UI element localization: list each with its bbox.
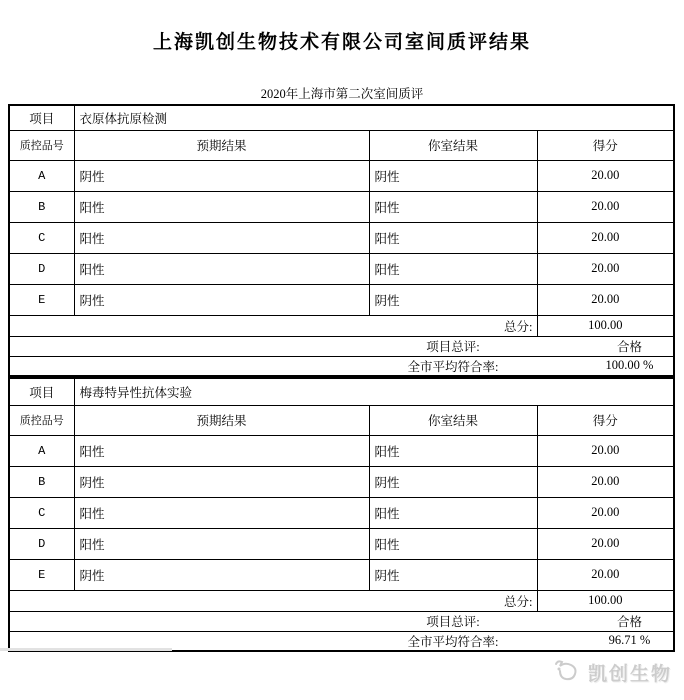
table-row (9, 191, 674, 222)
expected-result: 阳性 (74, 253, 369, 284)
project-row (9, 378, 674, 405)
sample-id: B (9, 191, 74, 222)
city-average-label: 全市平均符合率: (369, 631, 537, 651)
score-value: 20.00 (537, 559, 674, 590)
score-value: 20.00 (537, 435, 674, 466)
your-result: 阴性 (369, 559, 537, 590)
spacer-cell (9, 336, 369, 356)
project-row (9, 105, 674, 130)
total-label: 总分: (9, 315, 537, 336)
expected-result: 阴性 (74, 559, 369, 590)
col-header-your-result: 你室结果 (369, 130, 537, 160)
brand-logo (553, 657, 672, 687)
total-row (9, 590, 674, 611)
your-result: 阴性 (369, 466, 537, 497)
expected-result: 阳性 (74, 528, 369, 559)
table-shadow (0, 648, 172, 651)
expected-result: 阳性 (74, 222, 369, 253)
total-label: 总分: (9, 590, 537, 611)
table-row (9, 559, 674, 590)
col-header-score: 得分 (537, 130, 674, 160)
qc-table-chlamydia (8, 104, 675, 377)
table-row (9, 284, 674, 315)
sample-id: E (9, 284, 74, 315)
project-name: 梅毒特异性抗体实验 (74, 378, 674, 405)
expected-result: 阳性 (74, 435, 369, 466)
your-result: 阳性 (369, 222, 537, 253)
project-label: 项目 (9, 378, 74, 405)
header-row (9, 130, 674, 160)
expected-result: 阴性 (74, 160, 369, 191)
table-row (9, 497, 674, 528)
overall-eval-row (9, 611, 674, 631)
overall-eval-value: 合格 (537, 611, 674, 631)
city-average-value: 100.00 % (537, 356, 674, 376)
city-average-value: 96.71 % (537, 631, 674, 651)
overall-eval-label: 项目总评: (369, 611, 537, 631)
expected-result: 阳性 (74, 191, 369, 222)
col-header-sample: 质控品号 (9, 405, 74, 435)
expected-result: 阴性 (74, 284, 369, 315)
header-row (9, 405, 674, 435)
page-subtitle: 2020年上海市第二次室间质评 (260, 87, 424, 101)
table-row (9, 160, 674, 191)
col-header-your-result: 你室结果 (369, 405, 537, 435)
score-value: 20.00 (537, 284, 674, 315)
your-result: 阴性 (369, 160, 537, 191)
total-value: 100.00 (537, 315, 674, 336)
sample-id: D (9, 253, 74, 284)
overall-eval-row (9, 336, 674, 356)
table-row (9, 253, 674, 284)
table-row (9, 435, 674, 466)
table-row (9, 222, 674, 253)
sample-id: A (9, 160, 74, 191)
score-value: 20.00 (537, 528, 674, 559)
project-label: 项目 (9, 105, 74, 130)
score-value: 20.00 (537, 466, 674, 497)
sample-id: A (9, 435, 74, 466)
col-header-expected: 预期结果 (74, 130, 369, 160)
score-value: 20.00 (537, 191, 674, 222)
table-row (9, 466, 674, 497)
tables-container (8, 104, 673, 652)
overall-eval-value: 合格 (537, 336, 674, 356)
score-value: 20.00 (537, 497, 674, 528)
logo-text: 凯创生物 (587, 663, 672, 685)
col-header-sample: 质控品号 (9, 130, 74, 160)
col-header-score: 得分 (537, 405, 674, 435)
project-name: 衣原体抗原检测 (74, 105, 674, 130)
sample-id: D (9, 528, 74, 559)
city-average-row (9, 356, 674, 376)
score-value: 20.00 (537, 222, 674, 253)
your-result: 阳性 (369, 528, 537, 559)
total-value: 100.00 (537, 590, 674, 611)
expected-result: 阳性 (74, 497, 369, 528)
table-row (9, 528, 674, 559)
col-header-expected: 预期结果 (74, 405, 369, 435)
overall-eval-label: 项目总评: (369, 336, 537, 356)
spacer-cell (9, 611, 369, 631)
expected-result: 阴性 (74, 466, 369, 497)
your-result: 阳性 (369, 435, 537, 466)
score-value: 20.00 (537, 253, 674, 284)
sample-id: C (9, 222, 74, 253)
qc-table-syphilis (8, 377, 675, 652)
city-average-label: 全市平均符合率: (369, 356, 537, 376)
your-result: 阳性 (369, 253, 537, 284)
total-row (9, 315, 674, 336)
your-result: 阳性 (369, 191, 537, 222)
spacer-cell (9, 356, 369, 376)
your-result: 阴性 (369, 284, 537, 315)
sample-id: E (9, 559, 74, 590)
score-value: 20.00 (537, 160, 674, 191)
sample-id: C (9, 497, 74, 528)
page-title: 上海凯创生物技术有限公司室间质评结果 (152, 32, 531, 53)
your-result: 阳性 (369, 497, 537, 528)
bird-icon (553, 657, 583, 687)
sample-id: B (9, 466, 74, 497)
